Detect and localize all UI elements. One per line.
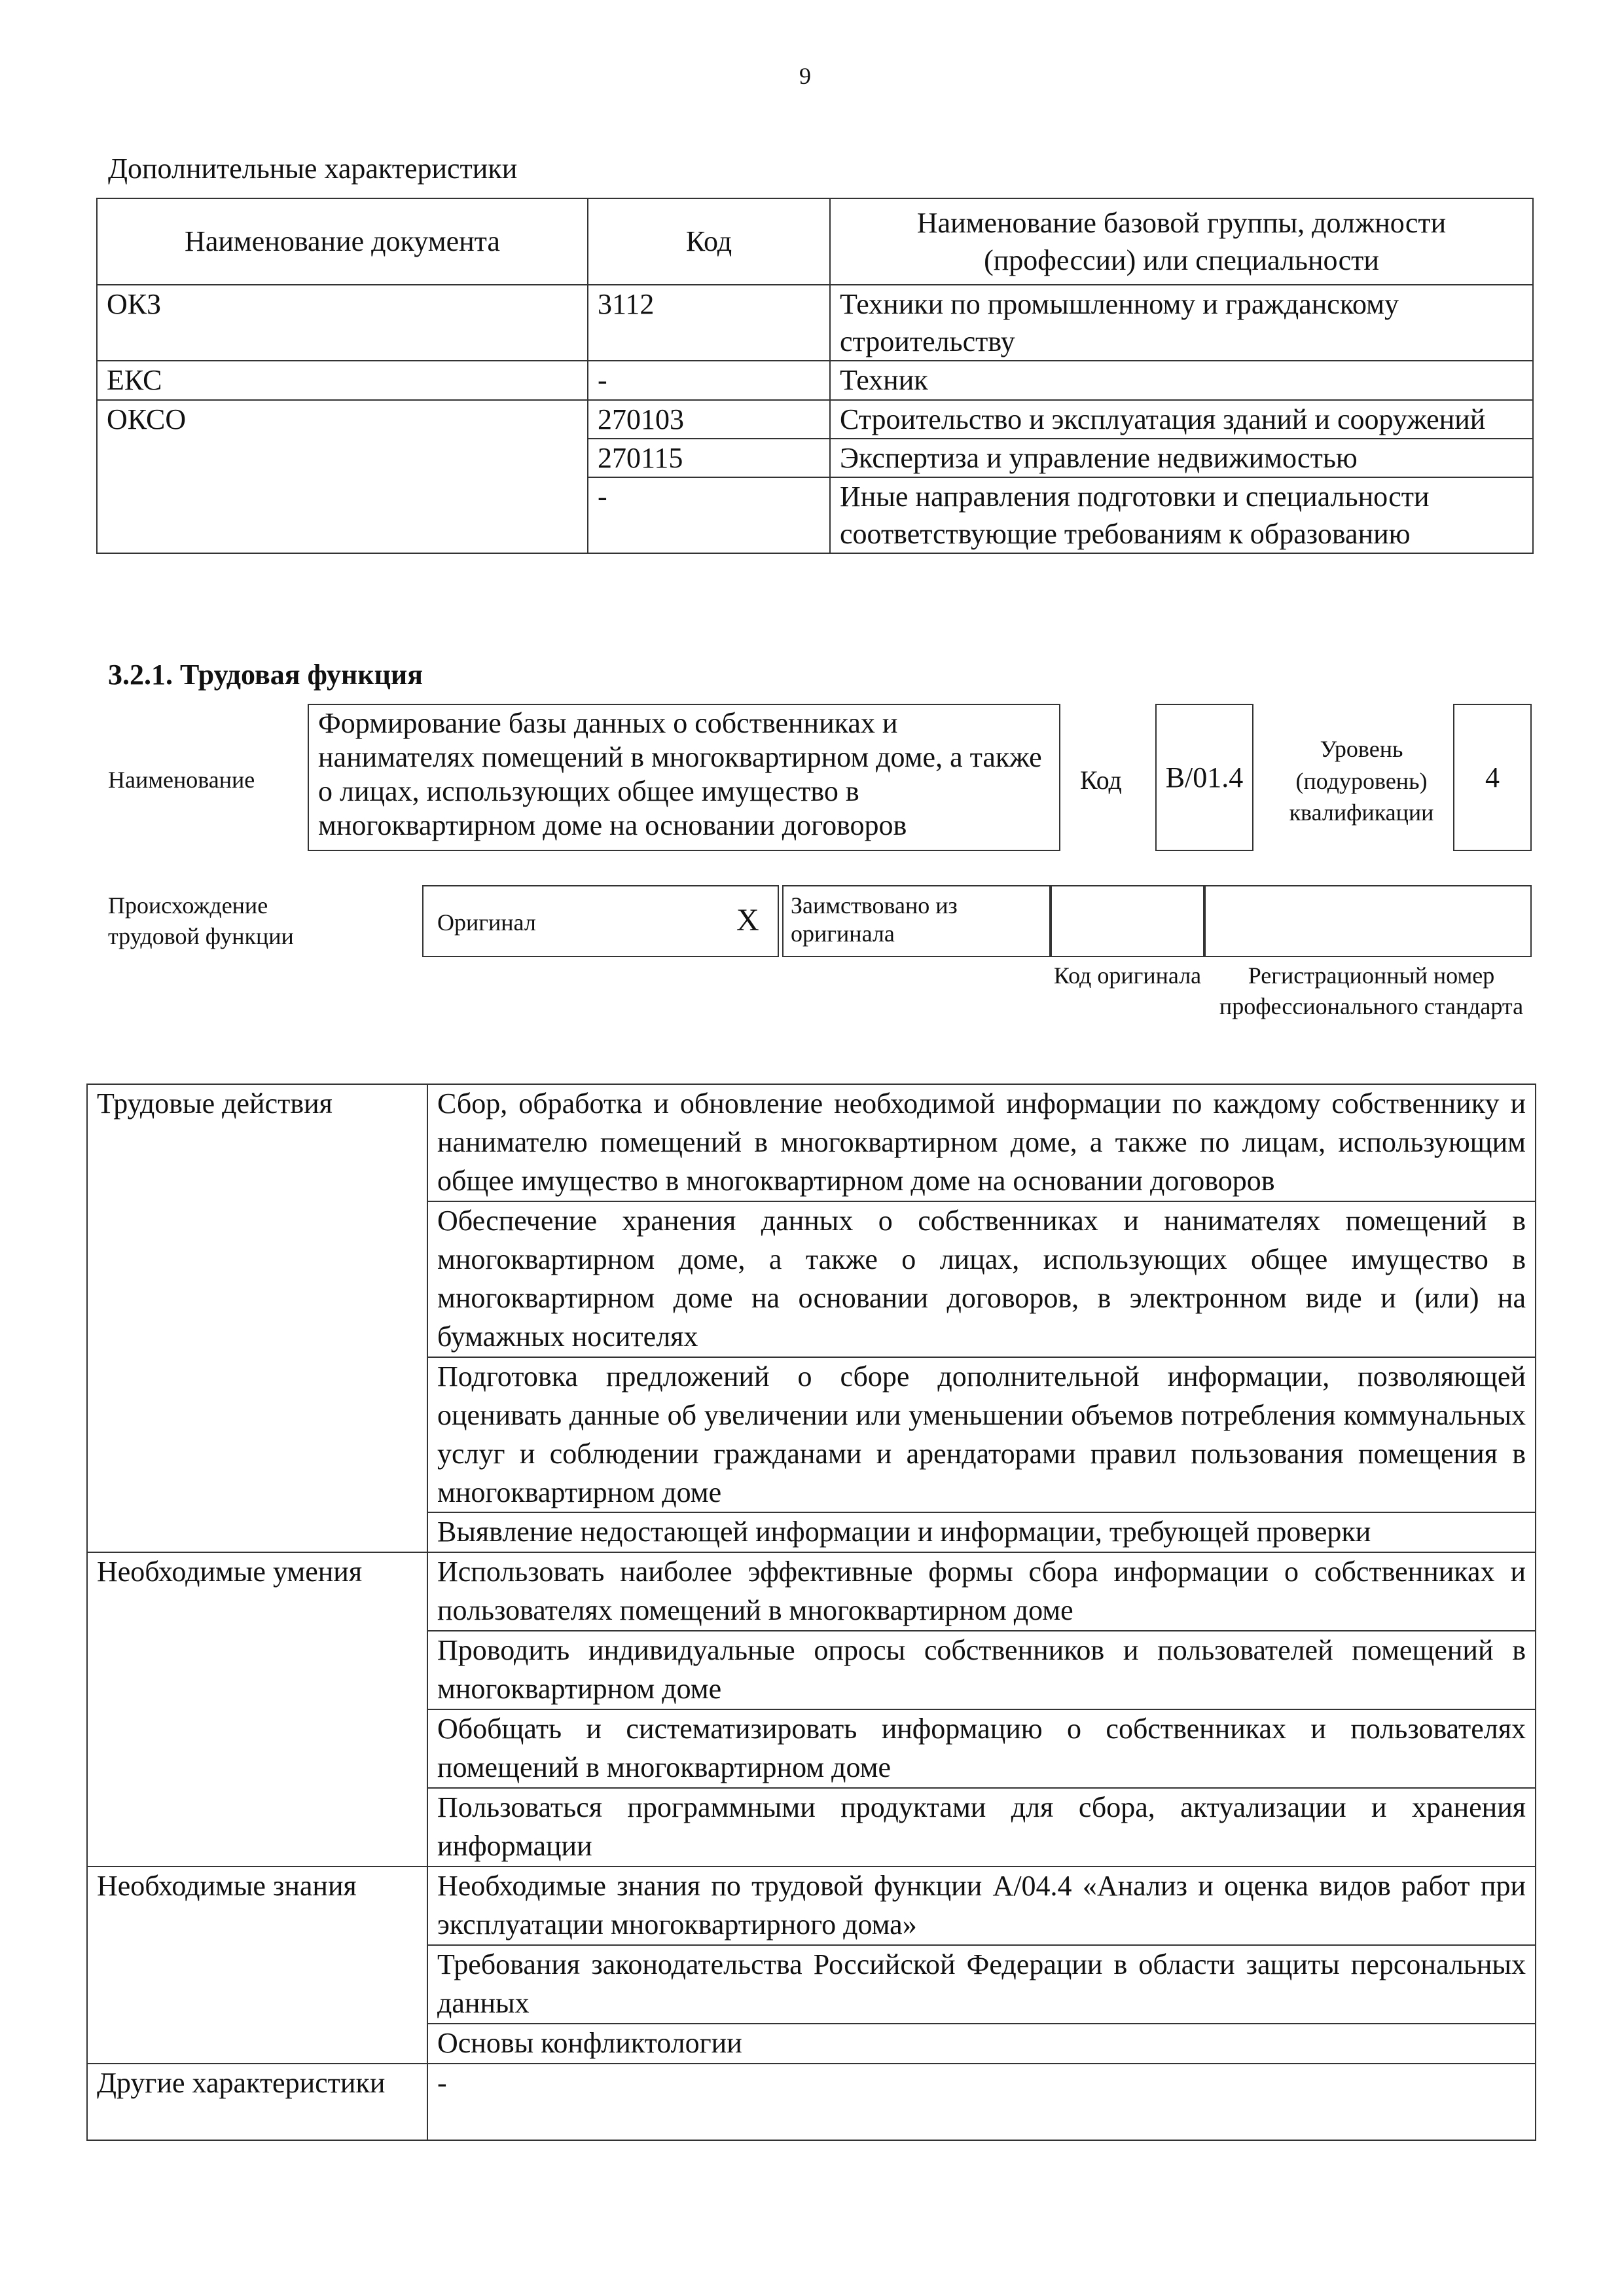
header-group-name: Наименование базовой группы, должности (профессии) или специальности: [830, 198, 1533, 285]
knowledge-item: Необходимые знания по трудовой функции А/04.4 «Анализ и оценка видов работ при эксплуатации многоквартирного дома»: [427, 1867, 1536, 1945]
qualification-level-label: Уровень (подуровень) квалификации: [1289, 736, 1434, 826]
function-code-label: Код: [1080, 765, 1122, 795]
origin-reg-number-box: [1204, 885, 1532, 957]
table-header-row: [97, 198, 1533, 285]
skill-item: Пользоваться программными продуктами для сбора, актуализации и хранения информации: [427, 1788, 1536, 1867]
table-row: [87, 1084, 1536, 1201]
table-cell: -: [588, 477, 830, 553]
function-name-label: Наименование: [108, 767, 255, 793]
header-code: Код: [588, 198, 830, 285]
section-title: 3.2.1. Трудовая функция: [108, 659, 424, 691]
table-cell: -: [588, 361, 830, 399]
header-document-name: Наименование документа: [97, 198, 588, 285]
table-row: [87, 2064, 1536, 2140]
origin-borrowed-label: Заимствовано из оригинала: [791, 892, 958, 947]
registration-number-caption: Регистрационный номер профессионального стандарта: [1219, 962, 1524, 1019]
origin-original-label: Оригинал: [437, 909, 536, 936]
function-name: Формирование базы данных о собственниках и нанимателях помещений в многоквартирном доме, а также о лицах, использующих общее имущество в многоквартирном доме на основании договоров: [308, 704, 1060, 851]
qualification-level: 4: [1453, 704, 1532, 851]
table-cell: ОКСО: [97, 400, 588, 554]
labor-actions-label: Трудовые действия: [87, 1084, 427, 1552]
knowledge-label: Необходимые знания: [87, 1867, 427, 2064]
function-code: B/01.4: [1155, 704, 1253, 851]
additional-characteristics-table: [96, 198, 1534, 554]
labor-action-item: Сбор, обработка и обновление необходимой информации по каждому собственнику и нанимателю помещений в многоквартирном доме, а также по лицам, использующим общее имущество в многоквартирном доме на основании договоров: [427, 1084, 1536, 1201]
labor-action-item: Подготовка предложений о сборе дополнительной информации, позволяющей оценивать данные об увеличении или уменьшении объемов потребления коммунальных услуг и соблюдении гражданами и арендаторами правил пользования помещения в многоквартирном доме: [427, 1357, 1536, 1513]
skills-label: Необходимые умения: [87, 1552, 427, 1867]
knowledge-item: Требования законодательства Российской Федерации в области защиты персональных данных: [427, 1945, 1536, 2024]
function-details-table: [86, 1084, 1536, 2141]
other-characteristics-label: Другие характеристики: [87, 2064, 427, 2140]
table-row: [97, 361, 1533, 399]
skill-item: Обобщать и систематизировать информацию о собственниках и пользователях помещений в многоквартирном доме: [427, 1709, 1536, 1788]
table-cell: 270115: [588, 439, 830, 477]
page-number: 9: [799, 63, 811, 89]
table-cell: ОКЗ: [97, 285, 588, 361]
table-cell: Экспертиза и управление недвижимостью: [830, 439, 1533, 477]
intro-heading: Дополнительные характеристики: [108, 153, 518, 185]
table-row: [87, 1867, 1536, 1945]
origin-code-box: [1051, 885, 1204, 957]
other-characteristics-value: -: [427, 2064, 1536, 2140]
knowledge-item: Основы конфликтологии: [427, 2024, 1536, 2064]
labor-action-item: Обеспечение хранения данных о собственниках и нанимателях помещений в многоквартирном доме, а также о лицах, использующих общее имущество в многоквартирном доме на основании договоров, в электронном виде и (или) на бумажных носителях: [427, 1201, 1536, 1357]
table-cell: ЕКС: [97, 361, 588, 399]
origin-code-caption: Код оригинала: [1053, 962, 1202, 989]
table-row: [97, 285, 1533, 361]
table-cell: Строительство и эксплуатация зданий и сооружений: [830, 400, 1533, 439]
origin-label: Происхождение трудовой функции: [108, 892, 294, 949]
table-cell: Техники по промышленному и гражданскому строительству: [830, 285, 1533, 361]
table-row: [87, 1552, 1536, 1631]
table-cell: Иные направления подготовки и специальности соответствующие требованиям к образованию: [830, 477, 1533, 553]
table-row: [97, 400, 1533, 439]
skill-item: Использовать наиболее эффективные формы сбора информации о собственниках и пользователях помещений в многоквартирном доме: [427, 1552, 1536, 1631]
skill-item: Проводить индивидуальные опросы собственников и пользователей помещений в многоквартирном доме: [427, 1631, 1536, 1709]
table-cell: 3112: [588, 285, 830, 361]
origin-original-mark: X: [736, 903, 759, 938]
table-cell: Техник: [830, 361, 1533, 399]
labor-action-item: Выявление недостающей информации и информации, требующей проверки: [427, 1512, 1536, 1552]
table-cell: 270103: [588, 400, 830, 439]
